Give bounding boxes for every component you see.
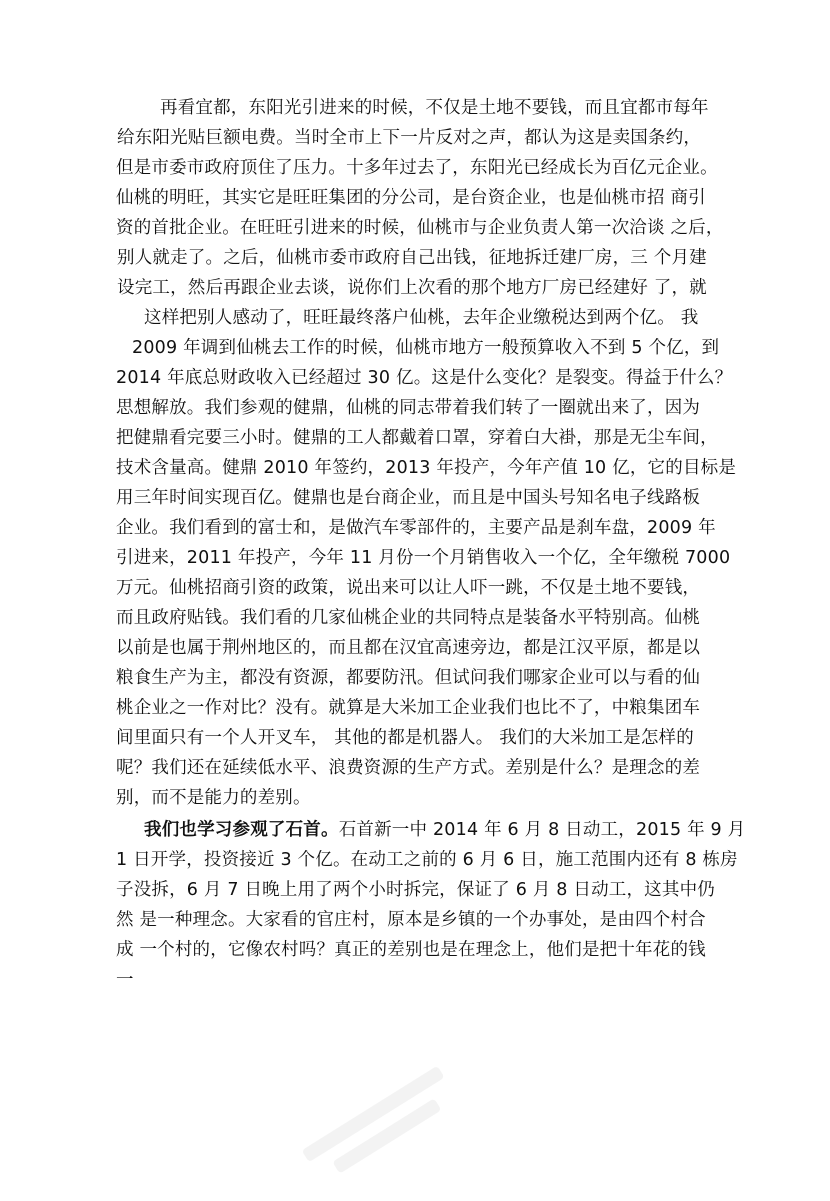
text-line: 2014 年底总财政收入已经超过 30 亿。这是什么变化？是裂变。得益于什么？ [116, 368, 733, 388]
text-line: 呢？我们还在延续低水平、浪费资源的生产方式。差别是什么？是理念的差 [116, 758, 701, 778]
text-line: 资的首批企业。在旺旺引进来的时候，仙桃市与企业负责人第一次洽谈 之后， [116, 218, 724, 238]
text-line: 而且政府贴钱。我们看的几家仙桃企业的共同特点是装备水平特别高。仙桃 [116, 608, 701, 628]
text-line: 粮食生产为主，都没有资源，都要防汛。但试问我们哪家企业可以与看的仙 [116, 668, 701, 688]
text-line: 间里面只有一个人开叉车， 其他的都是机器人。 我们的大米加工是怎样的 [116, 728, 694, 748]
text-line: 2009 年调到仙桃去工作的时候，仙桃市地方一般预算收入不到 5 个亿，到 [132, 338, 720, 358]
text-line: 用三年时间实现百亿。健鼎也是台商企业，而且是中国头号知名电子线路板 [116, 488, 701, 508]
text-line: 企业。我们看到的富士和，是做汽车零部件的，主要产品是刹车盘，2009 年 [116, 518, 716, 538]
text-line: 但是市委市政府顶住了压力。十多年过去了，东阳光已经成长为百亿元企业。 [116, 158, 718, 178]
text-line: 把健鼎看完要三小时。健鼎的工人都戴着口罩，穿着白大褂，那是无尘车间， [116, 428, 718, 448]
text-line: 一 [116, 970, 134, 990]
text-line: 给东阳光贴巨额电费。当时全市上下一片反对之声，都认为这是卖国条约， [117, 128, 702, 148]
text-line: 万元。仙桃招商引资的政策，说出来可以让人吓一跳，不仅是土地不要钱， [116, 578, 701, 598]
text-line: 引进来，2011 年投产，今年 11 月份一个月销售收入一个亿，全年缴税 7000 [116, 548, 731, 568]
text-line: 成 一个村的，它像农村吗？真正的差别也是在理念上，他们是把十年花的钱 [116, 940, 706, 960]
paragraph-2-bold-lead: 我们也学习参观了石首。 [144, 820, 339, 840]
text-line: 别人就走了。之后，仙桃市委市政府自己出钱，征地拆迁建厂房，三 个月建 [117, 248, 707, 268]
paragraph-2-first-rest: 石首新一中 2014 年 6 月 8 日动工，2015 年 9 月 [338, 820, 746, 840]
text-line: 这样把别人感动了，旺旺最终落户仙桃，去年企业缴税达到两个亿。 我 [144, 308, 699, 328]
text-line: 1 日开学，投资接近 3 个亿。在动工之前的 6 月 6 日，施工范围内还有 8 栋房 [116, 850, 738, 870]
text-line: 思想解放。我们参观的健鼎，仙桃的同志带着我们转了一圈就出来了，因为 [116, 398, 701, 418]
text-line: 技术含量高。健鼎 2010 年签约，2013 年投产，今年产值 10 亿，它的目标是 [116, 458, 737, 478]
text-line: 以前是也属于荆州地区的，而且都在汉宜高速旁边，都是江汉平原，都是以 [116, 638, 701, 658]
paragraph-2-first-line [144, 819, 745, 841]
text-line: 然 是一种理念。大家看的官庄村，原本是乡镇的一个办事处，是由四个村合 [116, 910, 706, 930]
watermark-graphic [291, 1049, 469, 1201]
text-line: 桃企业之一作对比？没有。就算是大米加工企业我们也比不了，中粮集团车 [116, 698, 701, 718]
text-line: 仙桃的明旺，其实它是旺旺集团的分公司，是台资企业，也是仙桃市招 商引 [116, 188, 706, 208]
text-line: 子没拆，6 月 7 日晚上用了两个小时拆完，保证了 6 月 8 日动工，这其中仍 [116, 880, 715, 900]
text-line: 别，而不是能力的差别。 [116, 788, 311, 808]
text-line: 再看宜都，东阳光引进来的时候，不仅是土地不要钱，而且宜都市每年 [160, 98, 709, 118]
text-line: 设完工，然后再跟企业去谈，说你们上次看的那个地方厂房已经建好 了，就 [117, 278, 707, 298]
